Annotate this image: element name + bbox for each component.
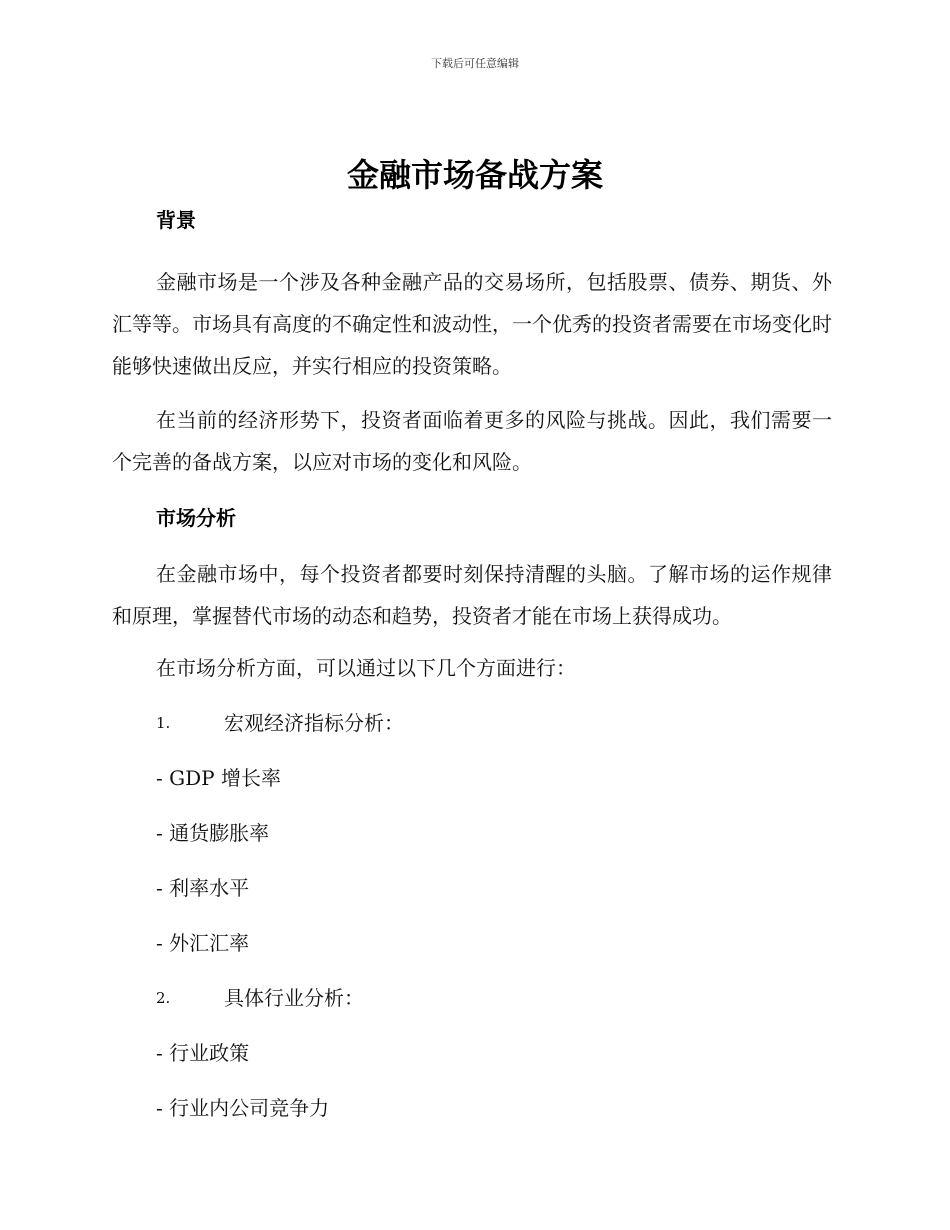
section-heading-market-analysis: 市场分析 — [156, 506, 236, 530]
section-heading-background: 背景 — [156, 208, 196, 232]
list-label: 宏观经济指标分析： — [224, 711, 404, 735]
list-number: 2. — [156, 989, 171, 1007]
market-analysis-paragraph-1: 在金融市场中，每个投资者都要时刻保持清醒的头脑。了解市场的运作规律和原理，掌握替代市场的动态和趋势，投资者才能在市场上获得成功。 — [112, 562, 832, 628]
bullet-item: - 行业内公司竞争力 — [156, 1096, 330, 1120]
market-analysis-paragraph-2: 在市场分析方面，可以通过以下几个方面进行： — [156, 656, 576, 680]
document-body — [112, 205, 832, 1123]
list-number: 1. — [156, 714, 171, 732]
list-item-2 — [156, 983, 832, 1013]
background-paragraph-1: 金融市场是一个涉及各种金融产品的交易场所，包括股票、债券、期货、外汇等等。市场具有高度的不确定性和波动性，一个优秀的投资者需要在市场变化时能够快速做出反应，并实行相应的投资策略。 — [112, 270, 832, 378]
list-item-1 — [156, 708, 832, 738]
background-paragraph-2: 在当前的经济形势下，投资者面临着更多的风险与挑战。因此，我们需要一个完善的备战方案，以应对市场的变化和风险。 — [112, 408, 832, 474]
header-note: 下载后可任意编辑 — [431, 57, 519, 70]
bullet-item: - GDP 增长率 — [156, 766, 281, 790]
bullet-item: - 通货膨胀率 — [156, 821, 270, 845]
bullet-item: - 行业政策 — [156, 1041, 250, 1065]
bullet-item: - 利率水平 — [156, 876, 250, 900]
document-title: 金融市场备战方案 — [346, 156, 603, 194]
list-label: 具体行业分析： — [224, 986, 364, 1010]
bullet-item: - 外汇汇率 — [156, 931, 250, 955]
